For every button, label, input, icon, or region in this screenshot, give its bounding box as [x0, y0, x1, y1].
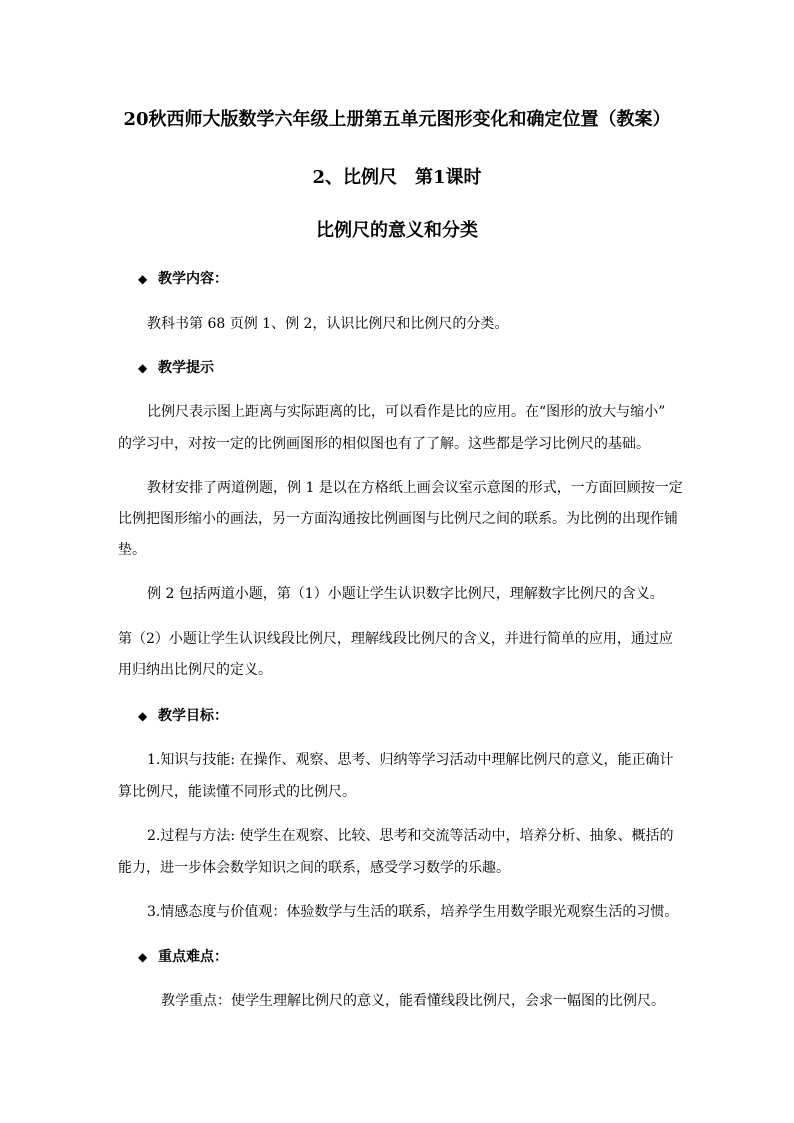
lesson-title: 2、比例尺 第1课时	[312, 167, 482, 188]
paragraph-line: 2.过程与方法: 使学生在观察、比较、思考和交流等活动中，培养分析、抽象、概括的	[147, 828, 674, 844]
paragraph-line: 垫。	[118, 542, 146, 558]
paragraph-line: 第（2）小题让学生认识线段比例尺，理解线段比例尺的含义，并进行简单的应用，通过应	[118, 631, 673, 647]
diamond-bullet-icon: ◆	[138, 709, 148, 723]
section-key-difficult-points	[138, 946, 228, 966]
paragraph-line: 教学重点：使学生理解比例尺的意义，能看懂线段比例尺，会求一幅图的比例尺。	[161, 993, 665, 1009]
paragraph-line: 1.知识与技能: 在操作、观察、思考、归纳等学习活动中理解比例尺的意义，能正确计	[147, 752, 674, 768]
paragraph-line: 比例尺表示图上距离与实际距离的比，可以看作是比的应用。在“图形的放大与缩小”	[147, 404, 666, 420]
section-heading: 教学目标：	[158, 708, 228, 724]
diamond-bullet-icon: ◆	[138, 361, 148, 375]
section-heading: 教学提示	[158, 360, 214, 376]
paragraph-line: 的学习中，对按一定的比例画图形的相似图也有了了解。这些都是学习比例尺的基础。	[118, 436, 650, 452]
section-heading: 重点难点：	[158, 949, 228, 965]
paragraph-line: 例 2 包括两道小题，第（1）小题让学生认识数字比例尺，理解数字比例尺的含义。	[147, 586, 664, 602]
diamond-bullet-icon: ◆	[138, 950, 148, 964]
diamond-bullet-icon: ◆	[138, 272, 148, 286]
paragraph-line: 能力，进一步体会数学知识之间的联系，感受学习数学的乐趣。	[118, 860, 510, 876]
section-teaching-tips	[138, 357, 214, 377]
paragraph-line: 比例把图形缩小的画法，另一方面沟通按比例画图与比例尺之间的联系。为比例的出现作铺	[118, 511, 678, 527]
paragraph-line: 教材安排了两道例题，例 1 是以在方格纸上画会议室示意图的形式，一方面回顾按一定	[147, 480, 683, 496]
paragraph-line: 算比例尺，能读懂不同形式的比例尺。	[118, 784, 356, 800]
section-teaching-content	[138, 268, 228, 288]
section-teaching-goals	[138, 705, 228, 725]
document-title: 20秋西师大版数学六年级上册第五单元图形变化和确定位置（教案）	[123, 109, 671, 130]
paragraph: 教科书第 68 页例 1、例 2，认识比例尺和比例尺的分类。	[147, 316, 509, 332]
paragraph-line: 用归纳出比例尺的定义。	[118, 662, 272, 678]
topic-title: 比例尺的意义和分类	[316, 220, 478, 241]
section-heading: 教学内容：	[158, 271, 228, 287]
paragraph-line: 3.情感态度与价值观：体验数学与生活的联系，培养学生用数学眼光观察生活的习惯。	[147, 904, 679, 920]
